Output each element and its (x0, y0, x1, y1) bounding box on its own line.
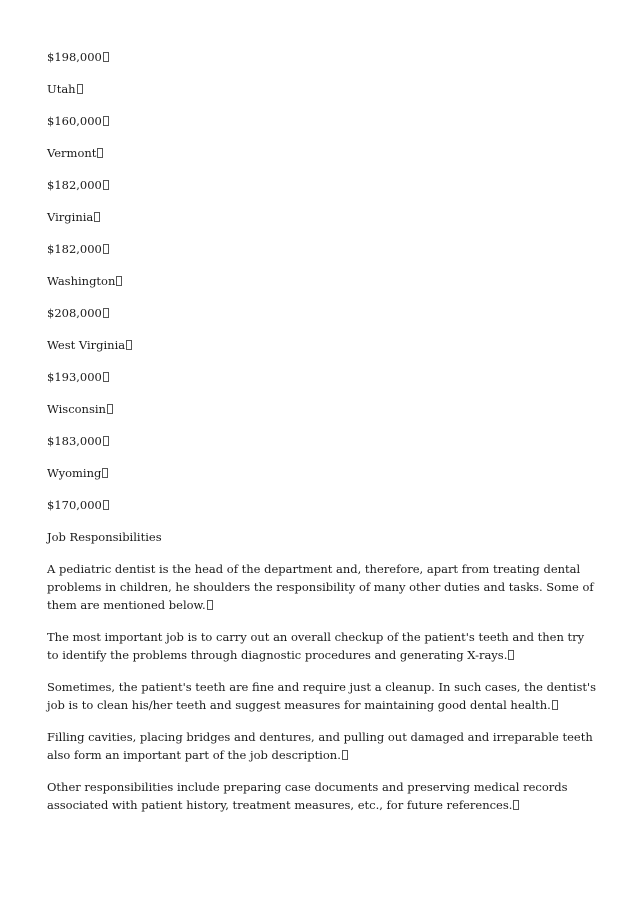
salary-line (47, 368, 597, 386)
salary-text: $193,000 (47, 370, 102, 384)
salary-text: $170,000 (47, 498, 102, 512)
state-text: Vermont (47, 146, 97, 160)
missing-glyph-icon (103, 436, 109, 446)
missing-glyph-icon (207, 600, 213, 610)
salary-text: $160,000 (47, 114, 102, 128)
missing-glyph-icon (508, 650, 514, 660)
state-line (47, 144, 597, 162)
salary-text: $208,000 (47, 306, 102, 320)
salary-line (47, 176, 597, 194)
salary-text: $182,000 (47, 178, 102, 192)
salary-line (47, 432, 597, 450)
paragraph-text: Other responsibilities include preparing case documents and preserving medical records associated with patient history, treatment measures, etc., for future references. (47, 780, 568, 812)
missing-glyph-icon (103, 180, 109, 190)
missing-glyph-icon (94, 212, 100, 222)
missing-glyph-icon (107, 404, 113, 414)
paragraph-text: Sometimes, the patient's teeth are fine and require just a cleanup. In such cases, the dentist's job is to clean his/her teeth and suggest measures for maintaining good dental health. (47, 680, 597, 712)
missing-glyph-icon (513, 800, 519, 810)
missing-glyph-icon (103, 500, 109, 510)
salary-text: $183,000 (47, 434, 102, 448)
missing-glyph-icon (103, 244, 109, 254)
missing-glyph-icon (103, 52, 109, 62)
salary-line (47, 112, 597, 130)
paragraph-text: A pediatric dentist is the head of the department and, therefore, apart from treating dental problems in children, he shoulders the responsibility of many other duties and tasks. Some of them are mentioned below. (47, 562, 594, 612)
paragraph-text: Filling cavities, placing bridges and dentures, and pulling out damaged and irreparable teeth also form an important part of the job description. (47, 730, 593, 762)
state-line (47, 464, 597, 482)
missing-glyph-icon (103, 372, 109, 382)
state-text: Washington (47, 274, 116, 288)
salary-line (47, 304, 597, 322)
salary-line (47, 496, 597, 514)
missing-glyph-icon (77, 84, 83, 94)
salary-text: $182,000 (47, 242, 102, 256)
state-line (47, 400, 597, 418)
paragraph (47, 728, 597, 764)
salary-text: $198,000 (47, 50, 102, 64)
salary-line (47, 48, 597, 66)
paragraph (47, 628, 597, 664)
section-heading: Job Responsibilities (47, 530, 162, 544)
missing-glyph-icon (116, 276, 122, 286)
state-text: Wisconsin (47, 402, 106, 416)
missing-glyph-icon (97, 148, 103, 158)
missing-glyph-icon (102, 468, 108, 478)
state-line (47, 336, 597, 354)
paragraph (47, 778, 597, 814)
state-line (47, 272, 597, 290)
missing-glyph-icon (342, 750, 348, 760)
salary-line (47, 240, 597, 258)
state-line (47, 208, 597, 226)
state-text: Wyoming (47, 466, 102, 480)
missing-glyph-icon (103, 308, 109, 318)
state-text: West Virginia (47, 338, 126, 352)
state-text: Virginia (47, 210, 94, 224)
missing-glyph-icon (103, 116, 109, 126)
paragraph (47, 678, 597, 714)
paragraph-text: The most important job is to carry out an overall checkup of the patient's teeth and then try to identify the problems through diagnostic procedures and generating X-rays. (47, 630, 585, 662)
paragraph (47, 560, 597, 614)
missing-glyph-icon (126, 340, 132, 350)
missing-glyph-icon (552, 700, 558, 710)
state-text: Utah (47, 82, 76, 96)
state-line (47, 80, 597, 98)
document-page (47, 48, 597, 828)
